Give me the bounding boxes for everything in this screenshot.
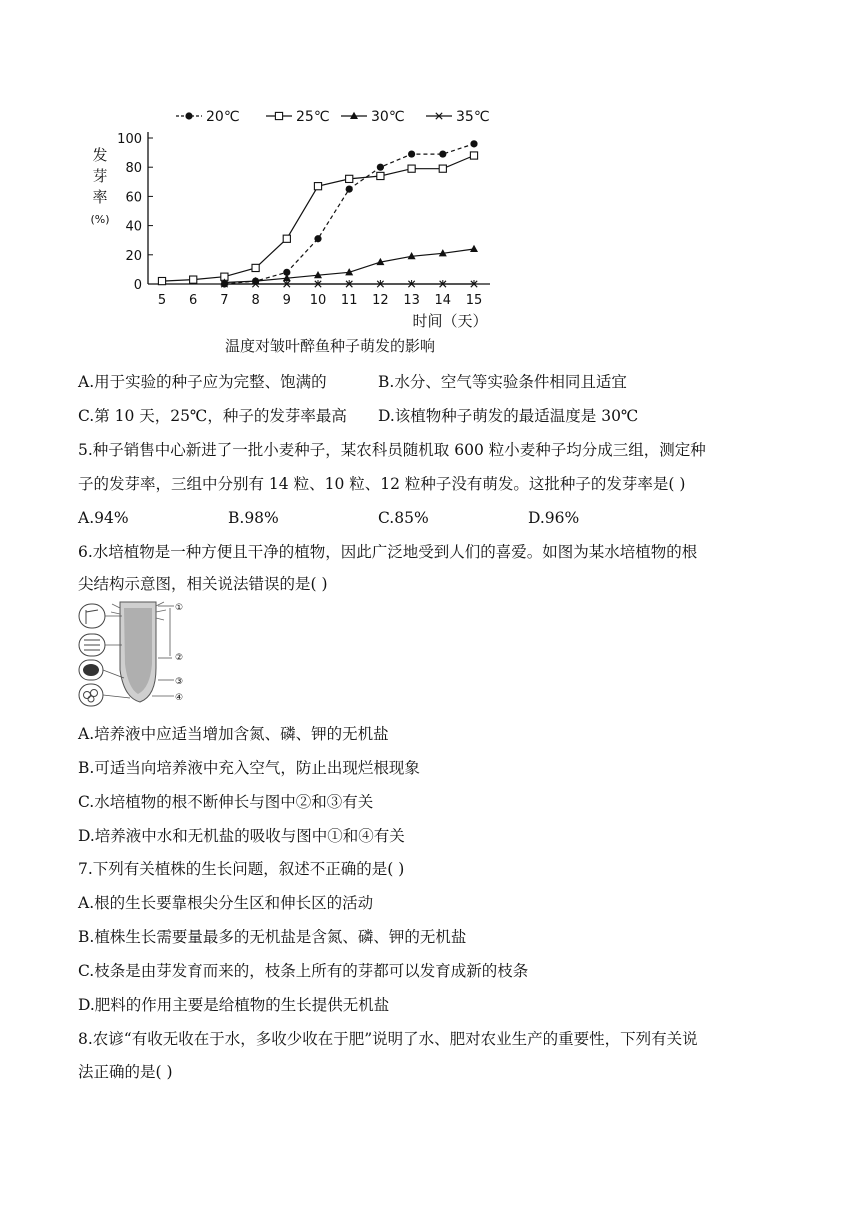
x-tick-label: 12 (372, 293, 389, 308)
y-tick-label: 0 (133, 278, 142, 293)
q8-stem-line2: 法正确的是( ) (78, 1063, 173, 1081)
inset-root-hair-icon (79, 604, 105, 628)
x-tick-label: 5 (157, 293, 167, 308)
germination-chart (76, 100, 536, 358)
series-line-1 (162, 156, 474, 282)
legend-marker-1 (275, 112, 282, 119)
series-0-point (314, 235, 321, 242)
series-1-point (190, 276, 197, 283)
series-1-point (252, 264, 259, 271)
chart-title: 温度对皱叶醉鱼种子萌发的影响 (224, 337, 436, 355)
q5-option-d: D.96% (528, 509, 580, 527)
y-axis-label: 率 (92, 188, 108, 206)
series-0-point (439, 150, 446, 157)
q5-stem-line1: 5.种子销售中心新进了一批小麦种子，某农科员随机取 600 粒小麦种子均分成三组，测定种 (78, 441, 706, 459)
legend-marker-0 (185, 112, 192, 119)
q6-option-b: B.可适当向培养液中充入空气，防止出现烂根现象 (78, 759, 420, 777)
q4-option-a: A.用于实验的种子应为完整、饱满的 (78, 373, 327, 391)
x-tick-label: 9 (282, 293, 291, 308)
series-1-point (439, 165, 446, 172)
x-tick-label: 15 (465, 293, 483, 308)
q7-stem: 7.下列有关植株的生长问题，叙述不正确的是( ) (78, 860, 405, 878)
series-1-point (283, 235, 290, 242)
x-tick-label: 14 (434, 293, 452, 308)
q5-option-c: C.85% (378, 509, 429, 527)
legend-label-2: 30℃ (371, 109, 405, 125)
series-1-point (470, 152, 477, 159)
x-tick-label: 6 (189, 293, 198, 308)
root-label-4: ④ (175, 693, 184, 703)
root-label-1: ① (175, 603, 184, 613)
q5-option-b: B.98% (228, 509, 279, 527)
root-label-2: ② (175, 653, 184, 663)
q4-option-d: D.该植物种子萌发的最适温度是 30℃ (378, 407, 639, 425)
series-1-point (377, 172, 384, 179)
series-line-0 (224, 144, 474, 284)
q6-stem-line1: 6.水培植物是一种方便且干净的植物，因此广泛地受到人们的喜爱。如图为某水培植物的根 (78, 543, 698, 561)
q6-option-d: D.培养液中水和无机盐的吸收与图中①和④有关 (78, 827, 405, 845)
y-tick-label: 40 (125, 219, 142, 235)
legend-label-0: 20℃ (206, 109, 240, 125)
series-1-point (158, 277, 165, 284)
q6-stem-line2: 尖结构示意图，相关说法错误的是( ) (78, 575, 328, 593)
series-2-point (470, 245, 478, 252)
y-tick-label: 80 (125, 161, 142, 177)
root-label-3: ③ (175, 677, 184, 687)
y-axis-label: 发 (92, 146, 108, 164)
q7-option-d: D.肥料的作用主要是给植物的生长提供无机盐 (78, 996, 390, 1014)
series-0-point (408, 150, 415, 157)
x-tick-label: 7 (220, 293, 229, 308)
q7-option-b: B.植株生长需要量最多的无机盐是含氮、磷、钾的无机盐 (78, 928, 467, 946)
series-0-point (377, 164, 384, 171)
x-tick-label: 13 (403, 293, 420, 308)
q7-option-a: A.根的生长要靠根尖分生区和伸长区的活动 (78, 894, 374, 912)
series-1-point (346, 175, 353, 182)
q6-option-a: A.培养液中应适当增加含氮、磷、钾的无机盐 (78, 725, 389, 743)
y-tick-label: 100 (117, 132, 142, 147)
y-axis-label: (%) (90, 213, 110, 226)
series-line-2 (224, 249, 474, 283)
y-tick-label: 60 (125, 190, 142, 206)
legend-label-3: 35℃ (456, 109, 490, 125)
series-1-point (314, 183, 321, 190)
y-tick-label: 20 (125, 248, 142, 264)
q8-stem-line1: 8.农谚“有收无收在于水，多收少收在于肥”说明了水、肥对农业生产的重要性，下列有关说 (78, 1030, 698, 1048)
q4-option-b: B.水分、空气等实验条件相同且适宜 (378, 373, 627, 391)
q4-option-c: C.第 10 天，25℃，种子的发芽率最高 (78, 407, 347, 425)
q5-option-a: A.94% (78, 509, 129, 527)
q5-stem-line2: 子的发芽率，三组中分别有 14 粒、10 粒、12 粒种子没有萌发。这批种子的发芽率是( ) (78, 475, 686, 493)
root-tip-diagram (78, 598, 188, 710)
x-axis-label: 时间（天） (412, 312, 488, 330)
x-tick-label: 10 (309, 293, 327, 308)
legend-label-1: 25℃ (296, 109, 330, 125)
y-axis-label: 芽 (92, 167, 108, 185)
series-1-point (408, 165, 415, 172)
x-tick-label: 11 (340, 293, 358, 308)
series-0-point (346, 186, 353, 193)
q6-option-c: C.水培植物的根不断伸长与图中②和③有关 (78, 793, 374, 811)
x-tick-label: 8 (251, 293, 260, 308)
q7-option-c: C.枝条是由芽发育而来的，枝条上所有的芽都可以发育成新的枝条 (78, 962, 529, 980)
series-0-point (470, 140, 477, 147)
